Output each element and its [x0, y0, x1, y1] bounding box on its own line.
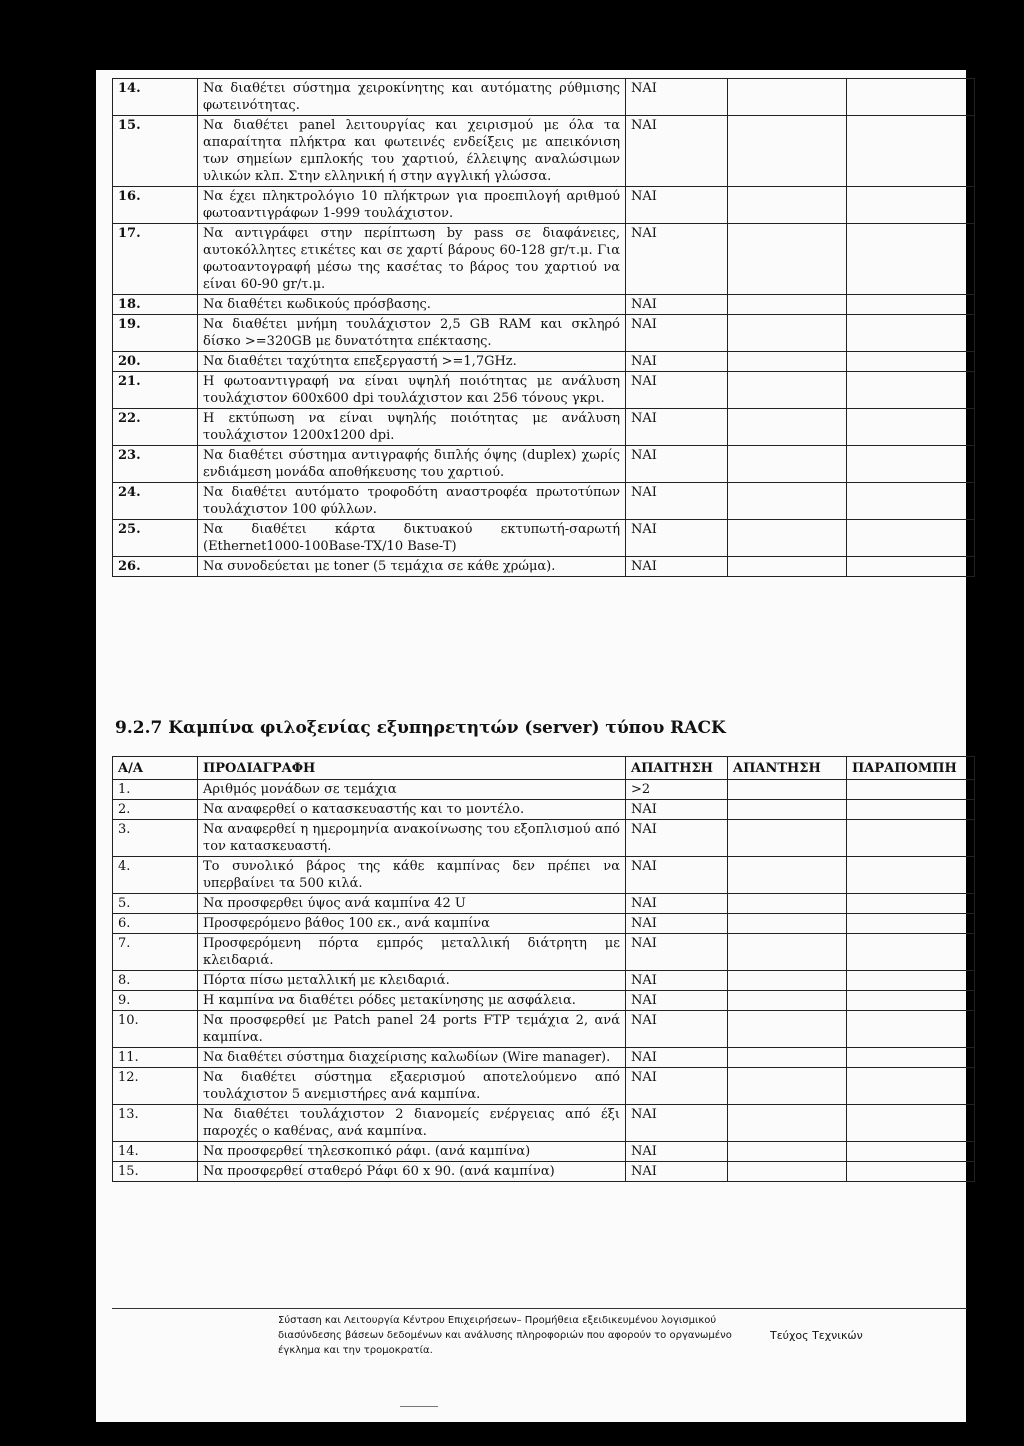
- row-response: [728, 1105, 847, 1142]
- footer-line: έγκλημα και την τρομοκρατία.: [278, 1345, 433, 1356]
- table-row: [113, 352, 975, 372]
- row-requirement: ΝΑΙ: [626, 352, 728, 372]
- row-reference: [847, 483, 975, 520]
- row-response: [728, 1048, 847, 1068]
- row-reference: [847, 1068, 975, 1105]
- row-response: [728, 483, 847, 520]
- row-number: 1.: [113, 780, 198, 800]
- table-row: [113, 409, 975, 446]
- table-row: [113, 1162, 975, 1182]
- header-spec: ΠΡΟΔΙΑΓΡΑΦΗ: [198, 757, 626, 780]
- row-reference: [847, 1011, 975, 1048]
- row-requirement: ΝΑΙ: [626, 79, 728, 116]
- row-number: 6.: [113, 914, 198, 934]
- row-reference: [847, 857, 975, 894]
- row-number: 21.: [113, 372, 198, 409]
- table-row: [113, 1105, 975, 1142]
- row-response: [728, 1162, 847, 1182]
- row-specification: Να διαθέτει panel λειτουργίας και χειρισμού με όλα τα απαραίτητα πλήκτρα και φωτεινές ενδείξεις με απεικόνιση των σημείων εμπλοκής του χαρτιού, έλλειψης αναλώσιμων υλικών κλπ. Στην ελληνική ή στην αγγλική γλώσσα.: [198, 116, 626, 187]
- row-specification: Πόρτα πίσω μεταλλική με κλειδαριά.: [198, 971, 626, 991]
- row-number: 14.: [113, 79, 198, 116]
- table-row: [113, 187, 975, 224]
- row-reference: [847, 800, 975, 820]
- footer-rule: [112, 1308, 967, 1309]
- row-reference: [847, 372, 975, 409]
- row-requirement: ΝΑΙ: [626, 446, 728, 483]
- row-specification: Το συνολικό βάρος της κάθε καμπίνας δεν πρέπει να υπερβαίνει τα 500 κιλά.: [198, 857, 626, 894]
- spec-table-upper: [112, 78, 975, 577]
- table-row: [113, 79, 975, 116]
- table-row: [113, 520, 975, 557]
- header-ref: ΠΑΡΑΠΟΜΠΗ: [847, 757, 975, 780]
- row-number: 4.: [113, 857, 198, 894]
- row-reference: [847, 352, 975, 372]
- row-reference: [847, 520, 975, 557]
- row-specification: Να προσφερθεί σταθερό Ράφι 60 x 90. (ανά καμπίνα): [198, 1162, 626, 1182]
- row-requirement: ΝΑΙ: [626, 1142, 728, 1162]
- row-specification: Προσφερόμενο βάθος 100 εκ., ανά καμπίνα: [198, 914, 626, 934]
- footer-volume: Τεύχος Τεχνικών: [770, 1329, 863, 1342]
- spec-table-rack: [112, 756, 975, 1182]
- row-reference: [847, 991, 975, 1011]
- row-specification: Η φωτοαντιγραφή να είναι υψηλή ποιότητας με ανάλυση τουλάχιστον 600x600 dpi τουλάχιστον και 256 τόνους γκρι.: [198, 372, 626, 409]
- row-requirement: ΝΑΙ: [626, 991, 728, 1011]
- table-row: [113, 894, 975, 914]
- row-reference: [847, 1048, 975, 1068]
- header-req: ΑΠΑΙΤΗΣΗ: [626, 757, 728, 780]
- row-number: 10.: [113, 1011, 198, 1048]
- row-number: 11.: [113, 1048, 198, 1068]
- row-response: [728, 520, 847, 557]
- row-response: [728, 409, 847, 446]
- table-row: [113, 1011, 975, 1048]
- row-requirement: ΝΑΙ: [626, 820, 728, 857]
- row-number: 20.: [113, 352, 198, 372]
- row-reference: [847, 187, 975, 224]
- row-response: [728, 1011, 847, 1048]
- row-response: [728, 224, 847, 295]
- decorative-mark: [400, 1406, 438, 1407]
- row-specification: Να διαθέτει ταχύτητα επεξεργαστή >=1,7GHz.: [198, 352, 626, 372]
- row-number: 16.: [113, 187, 198, 224]
- row-response: [728, 914, 847, 934]
- row-reference: [847, 971, 975, 991]
- row-response: [728, 780, 847, 800]
- row-requirement: ΝΑΙ: [626, 409, 728, 446]
- row-number: 17.: [113, 224, 198, 295]
- row-response: [728, 857, 847, 894]
- table-row: [113, 372, 975, 409]
- row-response: [728, 1068, 847, 1105]
- row-reference: [847, 1142, 975, 1162]
- table-row: [113, 1048, 975, 1068]
- row-specification: Να διαθέτει μνήμη τουλάχιστον 2,5 GB RAM και σκληρό δίσκο >=320GB με δυνατότητα επέκτασης.: [198, 315, 626, 352]
- row-requirement: ΝΑΙ: [626, 1105, 728, 1142]
- row-specification: Η καμπίνα να διαθέτει ρόδες μετακίνησης με ασφάλεια.: [198, 991, 626, 1011]
- header-aa: Α/Α: [113, 757, 198, 780]
- row-number: 19.: [113, 315, 198, 352]
- row-specification: Να αναφερθεί η ημερομηνία ανακοίνωσης του εξοπλισμού από τον κατασκευαστή.: [198, 820, 626, 857]
- table-row: [113, 971, 975, 991]
- table-row: [113, 1068, 975, 1105]
- row-reference: [847, 295, 975, 315]
- row-response: [728, 934, 847, 971]
- row-number: 15.: [113, 116, 198, 187]
- row-requirement: ΝΑΙ: [626, 520, 728, 557]
- row-number: 3.: [113, 820, 198, 857]
- row-number: 2.: [113, 800, 198, 820]
- row-number: 26.: [113, 557, 198, 577]
- row-reference: [847, 224, 975, 295]
- row-number: 13.: [113, 1105, 198, 1142]
- row-requirement: ΝΑΙ: [626, 315, 728, 352]
- row-specification: Η εκτύπωση να είναι υψηλής ποιότητας με ανάλυση τουλάχιστον 1200x1200 dpi.: [198, 409, 626, 446]
- row-reference: [847, 1105, 975, 1142]
- table-row: [113, 446, 975, 483]
- row-requirement: ΝΑΙ: [626, 557, 728, 577]
- row-specification: Να προσφερθεί με Patch panel 24 ports FTP τεμάχια 2, ανά καμπίνα.: [198, 1011, 626, 1048]
- row-number: 18.: [113, 295, 198, 315]
- row-number: 15.: [113, 1162, 198, 1182]
- row-number: 9.: [113, 991, 198, 1011]
- table-row: [113, 800, 975, 820]
- row-requirement: ΝΑΙ: [626, 1011, 728, 1048]
- row-reference: [847, 409, 975, 446]
- row-reference: [847, 557, 975, 577]
- row-specification: Να αντιγράφει στην περίπτωση by pass σε διαφάνειες, αυτοκόλλητες ετικέτες και σε χαρτί βάρους 60-128 gr/τ.μ. Για φωτοαντογραφή μέσω της κασέτας το βάρος του χαρτιού να είναι 60-90 gr/τ.μ.: [198, 224, 626, 295]
- row-number: 22.: [113, 409, 198, 446]
- row-reference: [847, 820, 975, 857]
- table-row: [113, 1142, 975, 1162]
- row-requirement: ΝΑΙ: [626, 483, 728, 520]
- table-row: [113, 820, 975, 857]
- row-number: 24.: [113, 483, 198, 520]
- footer-line: διασύνδεσης βάσεων δεδομένων και ανάλυσης πληροφοριών που αφορούν το οργανωμένο: [278, 1330, 732, 1341]
- row-response: [728, 820, 847, 857]
- row-response: [728, 446, 847, 483]
- row-requirement: ΝΑΙ: [626, 187, 728, 224]
- row-response: [728, 557, 847, 577]
- row-specification: Να έχει πληκτρολόγιο 10 πλήκτρων για προεπιλογή αριθμού φωτοαντιγράφων 1-999 τουλάχιστον.: [198, 187, 626, 224]
- row-number: 14.: [113, 1142, 198, 1162]
- row-requirement: ΝΑΙ: [626, 857, 728, 894]
- row-response: [728, 187, 847, 224]
- row-reference: [847, 894, 975, 914]
- row-specification: Αριθμός μονάδων σε τεμάχια: [198, 780, 626, 800]
- row-response: [728, 372, 847, 409]
- row-number: 8.: [113, 971, 198, 991]
- row-reference: [847, 116, 975, 187]
- row-specification: Να διαθέτει σύστημα εξαερισμού αποτελούμενο από τουλάχιστον 5 ανεμιστήρες ανά καμπίνα.: [198, 1068, 626, 1105]
- row-requirement: ΝΑΙ: [626, 1162, 728, 1182]
- row-response: [728, 894, 847, 914]
- table-row: [113, 557, 975, 577]
- row-specification: Να προσφερθεί τηλεσκοπικό ράφι. (ανά καμπίνα): [198, 1142, 626, 1162]
- row-specification: Να συνοδεύεται με toner (5 τεμάχια σε κάθε χρώμα).: [198, 557, 626, 577]
- table-row: [113, 295, 975, 315]
- row-number: 5.: [113, 894, 198, 914]
- header-resp: ΑΠΑΝΤΗΣΗ: [728, 757, 847, 780]
- row-reference: [847, 934, 975, 971]
- row-response: [728, 971, 847, 991]
- row-specification: Να διαθέτει κάρτα δικτυακού εκτυπωτή-σαρωτή (Ethernet1000-100Base-TX/10 Base-T): [198, 520, 626, 557]
- row-specification: Να διαθέτει σύστημα διαχείρισης καλωδίων (Wire manager).: [198, 1048, 626, 1068]
- row-response: [728, 315, 847, 352]
- footer-line: Σύσταση και Λειτουργία Κέντρου Επιχειρήσεων– Προμήθεια εξειδικευμένου λογισμικού: [278, 1315, 717, 1326]
- row-requirement: ΝΑΙ: [626, 934, 728, 971]
- row-requirement: ΝΑΙ: [626, 800, 728, 820]
- row-response: [728, 991, 847, 1011]
- row-requirement: ΝΑΙ: [626, 1068, 728, 1105]
- row-requirement: ΝΑΙ: [626, 295, 728, 315]
- row-specification: Να διαθέτει σύστημα χειροκίνητης και αυτόματης ρύθμισης φωτεινότητας.: [198, 79, 626, 116]
- row-number: 25.: [113, 520, 198, 557]
- row-number: 23.: [113, 446, 198, 483]
- table-row: [113, 991, 975, 1011]
- row-specification: Προσφερόμενη πόρτα εμπρός μεταλλική διάτρητη με κλειδαριά.: [198, 934, 626, 971]
- row-requirement: >2: [626, 780, 728, 800]
- footer-project-title: [278, 1313, 756, 1358]
- row-response: [728, 295, 847, 315]
- row-requirement: ΝΑΙ: [626, 894, 728, 914]
- row-number: 7.: [113, 934, 198, 971]
- row-specification: Να αναφερθεί ο κατασκευαστής και το μοντέλο.: [198, 800, 626, 820]
- table-row: [113, 315, 975, 352]
- row-specification: Να διαθέτει κωδικούς πρόσβασης.: [198, 295, 626, 315]
- row-specification: Να διαθέτει αυτόματο τροφοδότη αναστροφέα πρωτοτύπων τουλάχιστον 100 φύλλων.: [198, 483, 626, 520]
- table-row: [113, 780, 975, 800]
- row-requirement: ΝΑΙ: [626, 914, 728, 934]
- table-row: [113, 914, 975, 934]
- row-specification: Να διαθέτει σύστημα αντιγραφής διπλής όψης (duplex) χωρίς ενδιάμεση μονάδα αποθήκευσης του χαρτιού.: [198, 446, 626, 483]
- row-number: 12.: [113, 1068, 198, 1105]
- row-requirement: ΝΑΙ: [626, 372, 728, 409]
- row-reference: [847, 79, 975, 116]
- row-specification: Να προσφερθει ύψος ανά καμπίνα 42 U: [198, 894, 626, 914]
- row-response: [728, 1142, 847, 1162]
- row-reference: [847, 315, 975, 352]
- row-response: [728, 79, 847, 116]
- row-specification: Να διαθέτει τουλάχιστον 2 διανομείς ενέργειας από έξι παροχές ο καθένας, ανά καμπίνα.: [198, 1105, 626, 1142]
- row-response: [728, 116, 847, 187]
- row-reference: [847, 914, 975, 934]
- row-requirement: ΝΑΙ: [626, 224, 728, 295]
- table-row: [113, 857, 975, 894]
- row-response: [728, 800, 847, 820]
- table-row: [113, 116, 975, 187]
- row-requirement: ΝΑΙ: [626, 971, 728, 991]
- table-row: [113, 224, 975, 295]
- section-title: 9.2.7 Καμπίνα φιλοξενίας εξυπηρετητών (server) τύπου RACK: [115, 718, 726, 738]
- row-requirement: ΝΑΙ: [626, 116, 728, 187]
- row-reference: [847, 446, 975, 483]
- row-requirement: ΝΑΙ: [626, 1048, 728, 1068]
- table-row: [113, 934, 975, 971]
- table-row: [113, 483, 975, 520]
- row-reference: [847, 1162, 975, 1182]
- row-reference: [847, 780, 975, 800]
- row-response: [728, 352, 847, 372]
- table-header-row: [113, 757, 975, 780]
